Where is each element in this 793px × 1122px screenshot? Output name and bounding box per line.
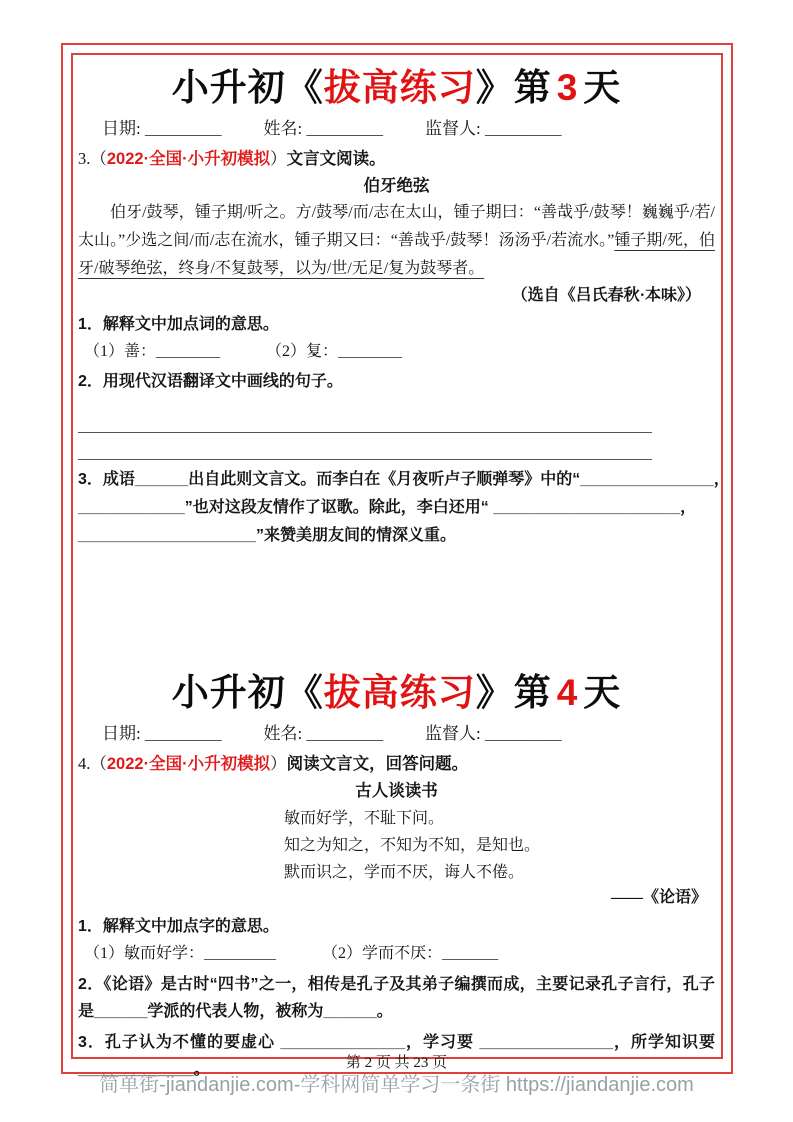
day3-q3 — [78, 466, 730, 550]
date-blank: _________ — [144, 119, 222, 138]
item2-emphasis-char: 厌 • — [410, 945, 426, 962]
day3-q3-line2: ____________”也对这段友情作了讴歌。除此，李白还用“ _____________________， — [78, 499, 697, 516]
day4-date-field — [102, 722, 221, 746]
day3-passage-text — [78, 199, 715, 283]
name-label: 姓名: — [263, 119, 303, 138]
day3-exam-tag: 2022·全国·小升初模拟 — [106, 150, 271, 168]
day3-title-bracket-close: 》 — [475, 67, 514, 108]
page-number: 第 2 页 共 23 页 — [345, 1055, 448, 1071]
name-label: 姓名: — [263, 724, 303, 743]
item2-rest: ： — [426, 945, 443, 962]
day4-title-bracket-open: 《 — [285, 672, 324, 713]
day3-title-daynum: 3 — [556, 67, 579, 108]
day4-q1-items — [84, 941, 715, 967]
item1-prefix: （1） — [84, 945, 125, 962]
day4-title-bracket-close: 》 — [475, 672, 514, 713]
poem-line: 敏而好学，不耻下问。 — [284, 810, 445, 827]
day3-title-tian: 天 — [583, 67, 622, 108]
day4-header-fields — [102, 722, 715, 746]
item1-emphasis-char: 善 • — [124, 343, 140, 360]
day4-name-field — [263, 722, 382, 746]
day3-supervisor-field — [425, 117, 561, 141]
item1-answer-blank: _________ — [204, 945, 277, 962]
day4-title-tian: 天 — [583, 672, 622, 713]
day4-source-attribution: ——《论语》 — [610, 889, 707, 906]
item1-rest: 而好学： — [140, 945, 205, 962]
day3-task-label: 文言文阅读。 — [286, 150, 386, 168]
supervisor-blank: _________ — [484, 119, 562, 138]
answer-line — [78, 406, 652, 433]
day3-source-attribution: （选自《吕氏春秋·本味》） — [511, 287, 701, 304]
item1-colon: ： — [140, 343, 157, 360]
section-day3 — [78, 65, 730, 550]
day3-q2-stem: 2．用现代汉语翻译文中画线的句子。 — [78, 373, 343, 390]
section-day4 — [78, 670, 715, 1083]
item2-answer-blank: _______ — [442, 945, 499, 962]
day4-title-prefix: 小升初 — [171, 672, 286, 713]
day4-title-daynum: 4 — [556, 672, 579, 713]
day4-title-book: 拔高练习 — [323, 672, 476, 713]
day3-q3-line1: 3．成语______出自此则文言文。而李白在《月夜听卢子顺弹琴》中的“_______________， — [78, 471, 730, 488]
day4-question-number: 4. — [78, 754, 91, 773]
underlined-sentence: 锺子期/死，伯牙/破琴绝弦，终身/不复鼓琴，以为/世/无足/复为鼓琴者。 — [78, 232, 715, 277]
day4-q3: 3．孔子认为不懂的要虚心 ______________，学习要 _______________，所学知识要_____________。 — [78, 1034, 715, 1078]
date-label: 日期: — [102, 724, 141, 743]
supervisor-blank: _________ — [484, 724, 562, 743]
day3-title-bracket-open: 《 — [285, 67, 324, 108]
name-blank: _________ — [306, 724, 383, 743]
emphasis-char-shan: 善 • — [541, 204, 557, 221]
item2-prefix: （2）学而不 — [322, 945, 411, 962]
watermark: 简单街-jiandanjie.com-学科网简单学习一条街 https://jiandanjie.com — [99, 1074, 694, 1096]
date-blank: _________ — [144, 724, 222, 743]
day4-q1-stem: 1．解释文中加点字的意思。 — [78, 918, 279, 935]
day4-passage-title: 古人谈读书 — [355, 781, 438, 800]
day3-date-field — [102, 117, 221, 141]
day4-passage-text — [284, 805, 715, 886]
paren-open: （ — [90, 754, 107, 773]
item1-emphasis-char: 敏 • — [124, 945, 140, 962]
paren-close: ） — [270, 149, 287, 168]
day4-exam-tag: 2022·全国·小升初模拟 — [106, 755, 271, 773]
supervisor-label: 监督人: — [424, 724, 481, 743]
day4-q2: 2．《论语》是古时“四书”之一，相传是孔子及其弟子编撰而成，主要记录孔子言行，孔子是______学派的代表人物，被称为______。 — [78, 976, 715, 1020]
answer-line — [78, 433, 652, 460]
paren-open: （ — [90, 149, 107, 168]
day4-supervisor-field — [425, 722, 561, 746]
day3-question-number: 3. — [78, 149, 91, 168]
day4-task-label: 阅读文言文，回答问题。 — [286, 755, 469, 773]
day3-question-intro — [78, 147, 715, 171]
day3-q1-items — [84, 339, 715, 365]
day3-title-book: 拔高练习 — [323, 67, 476, 108]
item2-colon: ： — [322, 343, 339, 360]
item2-emphasis-char: 复 • — [306, 343, 322, 360]
item2-prefix: （2） — [266, 343, 307, 360]
passage-segment: 伯牙/鼓琴，锺子期/听之。方/鼓琴/而/志在太山，锺子期曰：“ — [110, 204, 541, 221]
poem-line: 知之为知之，不知为不知，是知也。 — [284, 837, 541, 854]
day4-title-di: 第 — [513, 672, 552, 713]
name-blank: _________ — [306, 119, 383, 138]
passage-segment: 哉乎/鼓琴！巍巍乎/若/太山。”少选之间/而/志在流水，锺子期又曰：“善哉乎/鼓琴！汤汤乎/若流水。” — [78, 204, 715, 249]
day3-header-fields — [102, 117, 715, 141]
day3-name-field — [263, 117, 382, 141]
item1-prefix: （1） — [84, 343, 125, 360]
day3-q1-stem: 1．解释文中加点词的意思。 — [78, 316, 279, 333]
item1-answer-blank: ________ — [156, 343, 221, 360]
item2-answer-blank: ________ — [338, 343, 403, 360]
day3-passage-title: 伯牙绝弦 — [363, 176, 430, 195]
paren-close: ） — [270, 754, 287, 773]
day4-question-intro — [78, 752, 715, 776]
day3-q3-line3: ____________________”来赞美朋友间的情深义重。 — [78, 527, 456, 544]
day3-title-di: 第 — [513, 67, 552, 108]
poem-line: 默而识之，学而不厌，诲人不倦。 — [284, 864, 525, 881]
day4-title — [78, 670, 715, 715]
day3-title — [78, 65, 715, 110]
day3-title-prefix: 小升初 — [171, 67, 286, 108]
date-label: 日期: — [102, 119, 141, 138]
supervisor-label: 监督人: — [424, 119, 481, 138]
